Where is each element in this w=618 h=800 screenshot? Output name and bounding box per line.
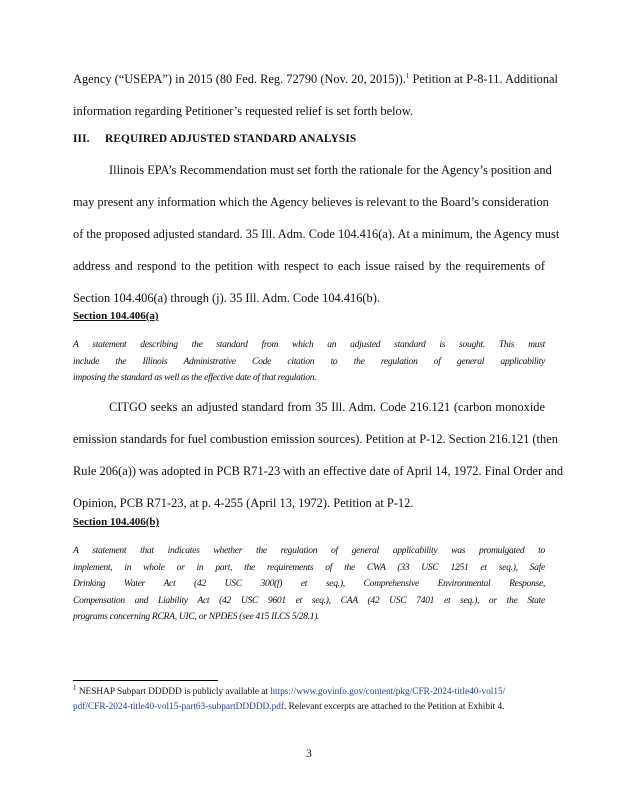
para2-line: Rule 206(a)) was adopted in PCB R71-23 with an effective date of April 14, 1972. Final Order and — [73, 464, 564, 478]
para1-line: address and respond to the petition with respect to each issue raised by the requirements of — [73, 259, 545, 273]
para2-line: emission standards for fuel combustion emission sources). Petition at P-12. Section 216.121 (then — [73, 432, 558, 446]
para1-line: Illinois EPA’s Recommendation must set forth the rationale for the Agency’s position and — [109, 163, 552, 177]
para1-line: of the proposed adjusted standard. 35 Ill. Adm. Code 104.416(a). At a minimum, the Agency must — [73, 227, 560, 241]
intro-block — [73, 63, 558, 127]
heading-number: III. — [73, 133, 90, 145]
intro-line-1: Agency (“USEPA”) in 2015 (80 Fed. Reg. 72790 (Nov. 20, 2015)).$^1$ Petition at P-8-11. Additional — [73, 71, 558, 86]
footnote-link-part-2[interactable]: pdf/CFR-2024-title40-vol15-part63-subpartDDDDD.pdf — [73, 702, 284, 712]
quote-block-b — [73, 543, 545, 626]
quote-a-line: include the Illinois Administrative Code citation to the regulation of general applicability — [73, 355, 545, 367]
paragraph-recommendation — [73, 154, 560, 314]
footnote-link-part-1[interactable]: https://www.govinfo.gov/content/pkg/CFR-2024-title40-vol15/ — [270, 687, 506, 697]
quote-b-line: programs concerning RCRA, UIC, or NPDES (see 415 ILCS 5/28.1). — [73, 611, 320, 622]
section-label-a: Section 104.406(a) — [73, 310, 159, 322]
section-label-b: Section 104.406(b) — [73, 516, 160, 528]
footnote-divider — [73, 680, 218, 681]
quote-a-line: A statement describing the standard from which an adjusted standard is sought. This must — [73, 339, 545, 350]
para1-line: Section 104.406(a) through (j). 35 Ill. Adm. Code 104.416(b). — [73, 291, 380, 305]
quote-a-line: imposing the standard as well as the effective date of that regulation. — [73, 372, 317, 383]
footnote — [73, 685, 553, 715]
page-number: 3 — [306, 748, 312, 760]
footnote-ref[interactable]: 1 — [405, 71, 410, 80]
paragraph-citgo — [73, 391, 564, 519]
quote-b-line: Compensation and Liability Act (42 USC 9601 et seq.), CAA (42 USC 7401 et seq.), or the State — [73, 594, 545, 606]
footnote-marker: 1 — [73, 683, 77, 692]
quote-b-line: implement, in whole or in part, the requirements of the CWA (33 USC 1251 et seq.), Safe — [73, 561, 545, 573]
footnote-line-2: pdf/CFR-2024-title40-vol15-part63-subpartDDDDD.pdf. Relevant excerpts are attached to the Petition at Exhibit 4. — [73, 702, 505, 712]
intro-line-2: information regarding Petitioner’s requested relief is set forth below. — [73, 104, 413, 118]
para2-line: Opinion, PCB R71-23, at p. 4-255 (April 13, 1972). Petition at P-12. — [73, 496, 414, 510]
heading-title: REQUIRED ADJUSTED STANDARD ANALYSIS — [105, 133, 357, 145]
footnote-line-1: $^1$ NESHAP Subpart DDDDD is publicly available at https://www.govinfo.gov/content/pkg/CFR-2024-title40-vol15/ — [73, 683, 506, 697]
para2-line: CITGO seeks an adjusted standard from 35 Ill. Adm. Code 216.121 (carbon monoxide — [109, 400, 545, 414]
section-heading — [73, 133, 545, 145]
quote-b-line: A statement that indicates whether the regulation of general applicability was promulgated to — [73, 545, 545, 556]
quote-b-line: Drinking Water Act (42 USC 300(f) et seq.), Comprehensive Environmental Response, — [73, 578, 545, 589]
quote-block-a — [73, 337, 545, 387]
para1-line: may present any information which the Agency believes is relevant to the Board’s consideration — [73, 195, 549, 209]
